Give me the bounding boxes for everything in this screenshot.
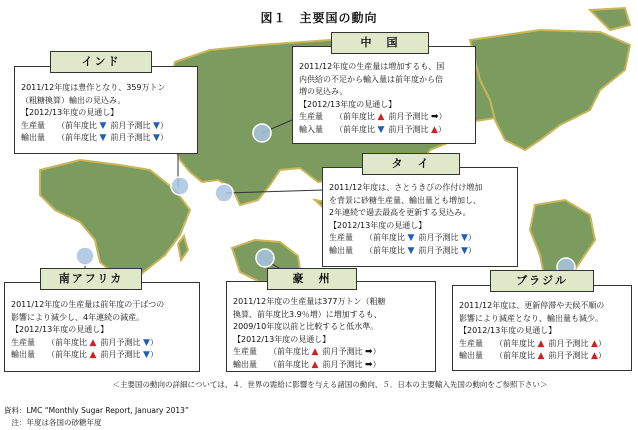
down-arrow-icon: ▼ [407,245,415,256]
source-note: 資料：LMC “Monthly Sugar Report, January 2013” [4,406,189,415]
up-arrow-icon: ▲ [89,337,97,348]
indicator-row [299,124,469,137]
panel-australia [226,281,436,372]
paren-close: ） [467,245,476,255]
desc-china [299,61,469,136]
indicator-label: 生産量 [21,120,45,130]
desc-line: 2011/12年度は、更新停滞や天候不順の [459,301,605,310]
paren-close: ） [597,351,606,360]
land-africa [40,160,190,275]
up-arrow-icon: ▲ [537,338,545,349]
paren-close: ） [467,233,476,242]
up-arrow-icon: ▲ [591,338,598,349]
right-arrow-icon: ➡ [365,359,373,370]
up-arrow-icon: ▲ [537,351,545,361]
land-north-america [470,30,630,150]
mom-label: 前月予測比 [110,120,151,130]
page-title: 図１ 主要国の動向 [260,11,378,25]
indicator-label: 生産量 [233,347,257,356]
tab-china [331,32,429,54]
desc-brazil [459,300,625,363]
desc-line: を背景に砂糖生産量、輸出量とも増加し、 [329,195,481,205]
paren-close: ） [159,133,168,142]
yoy-label: （前年度比 [365,245,405,255]
indicator-label: 生産量 [299,112,323,121]
tab-brazil [490,270,594,292]
mom-label: 前月予測比 [100,337,141,347]
mom-label: 前月予測比 [388,124,429,134]
down-arrow-icon: ▼ [461,233,468,243]
desc-australia [233,296,429,371]
tab-thailand [362,153,460,175]
indicator-label: 輸出量 [459,351,483,360]
land-madagascar [178,236,188,260]
yoy-label: （前年度比 [57,133,97,142]
yoy-label: （前年度比 [495,338,535,348]
down-arrow-icon: ▼ [153,133,160,143]
footer-note: ＜主要国の動向の詳細については、４．世界の需給に影響を与える諸国の動向、５．日本の主要輸入先国の動向をご参照下さい＞ [112,380,548,389]
indicator-row [329,232,511,245]
desc-india [21,82,191,145]
down-arrow-icon: ▼ [143,337,150,348]
mom-label: 前月予測比 [548,351,589,360]
desc-line: 影響により減少し、4年連続の減産。 [11,312,145,322]
panel-india [14,66,198,154]
indicator-label: 輸入量 [299,124,323,134]
outlook-heading: 【2012/13年度の見通し】 [21,108,119,117]
yoy-label: （前年度比 [495,351,535,360]
mom-label: 前月予測比 [322,347,363,356]
outlook-heading: 【2012/13年度の見通し】 [11,325,109,334]
yoy-label: （前年度比 [57,120,97,130]
outlook-heading: 【2012/13年度の見通し】 [233,334,331,344]
marker-china [253,124,271,142]
indicator-row [21,132,191,145]
paren-close: ） [372,359,381,369]
right-arrow-icon: ➡ [365,347,373,357]
paren-close: ） [149,337,158,347]
outlook-heading: 【2012/13年度の見通し】 [329,220,427,230]
desc-line: 2011/12年度の生産量は増加するも、国 [299,62,445,71]
mom-label: 前月予測比 [388,112,429,121]
indicator-label: 生産量 [329,233,353,242]
panel-china [292,46,476,144]
marker-south-africa [76,247,94,265]
paren-close: ） [149,350,158,359]
tab-india [50,51,152,73]
desc-line: 2009/10年度以前と比較すると低水準。 [233,322,379,331]
region-name: 豪 州 [292,272,332,285]
mom-label: 前月予測比 [418,233,459,242]
down-arrow-icon: ▼ [99,133,107,143]
panel-brazil [452,285,632,371]
indicator-row [459,350,625,363]
down-arrow-icon: ▼ [143,350,150,360]
desc-line: 2年連続で過去最高を更新する見込み。 [329,208,471,217]
up-arrow-icon: ▲ [89,350,97,360]
indicator-label: 生産量 [459,338,483,348]
indicator-row [21,120,191,133]
down-arrow-icon: ▼ [461,245,468,256]
mom-label: 前月予測比 [322,359,363,369]
indicator-row [233,346,429,359]
marker-india [171,177,189,195]
desc-line: （粗糖換算）輸出の見込み。 [21,95,126,105]
indicator-row [459,338,625,351]
marker-australia [256,249,274,267]
yoy-label: （前年度比 [269,359,309,369]
paren-close: ） [372,347,381,356]
desc-line: 2011/12年度は豊作となり、359万トン [21,83,166,92]
down-arrow-icon: ▼ [99,120,107,131]
paren-close: ） [159,120,168,130]
yoy-label: （前年度比 [365,233,405,242]
indicator-row [11,349,193,362]
mom-label: 前月予測比 [418,245,459,255]
desc-line: 影響により減産となり、輸出量も減少。 [459,313,603,323]
panel-thailand [322,167,518,267]
yoy-label: （前年度比 [335,124,375,134]
desc-south-africa [11,299,193,362]
mom-label: 前月予測比 [548,338,589,348]
tab-australia [267,268,357,290]
desc-line: 2011/12年度の生産量は前年度の干ばつの [11,300,165,309]
yoy-label: （前年度比 [47,337,87,347]
desc-line: 2011/12年度は、さとうきびの作付け増加 [329,183,483,192]
paren-close: ） [437,124,446,134]
up-arrow-icon: ▲ [591,351,598,361]
desc-line: 2011/12年度の生産量は377万トン（粗糖 [233,297,386,306]
indicator-label: 輸出量 [233,359,257,369]
indicator-row [299,111,469,124]
paren-close: ） [597,338,606,348]
indicator-label: 輸出量 [329,245,353,255]
indicator-label: 輸出量 [21,133,45,142]
desc-line: 内供給の不足から輸入量は前年度から倍 [299,74,443,84]
region-name: インド [81,55,121,68]
indicator-row [11,337,193,350]
down-arrow-icon: ▼ [407,233,415,243]
paren-close: ） [438,112,447,121]
tab-south-africa [40,268,142,290]
indicator-label: 輸出量 [11,350,35,359]
region-name: ブラジル [516,274,568,287]
outlook-heading: 【2012/13年度の見通し】 [299,99,397,109]
right-arrow-icon: ➡ [431,112,439,122]
desc-line: 換算、前年度比3.9％増）に増加するも、 [233,309,382,319]
yoy-label: （前年度比 [269,347,309,356]
up-arrow-icon: ▲ [311,359,319,370]
up-arrow-icon: ▲ [431,124,438,135]
up-arrow-icon: ▲ [311,347,319,357]
indicator-label: 生産量 [11,337,35,347]
marker-thailand [215,184,233,202]
desc-thailand [329,182,511,257]
year-note: 注：年度は各国の砂糖年度 [4,418,102,427]
region-name: タ イ [391,157,431,170]
yoy-label: （前年度比 [47,350,87,359]
mom-label: 前月予測比 [110,133,151,142]
yoy-label: （前年度比 [335,112,375,121]
indicator-row [233,359,429,372]
down-arrow-icon: ▼ [377,124,385,135]
outlook-heading: 【2012/13年度の見通し】 [459,326,557,335]
panel-south-africa [4,282,200,372]
desc-line: 増の見込み。 [299,87,348,96]
up-arrow-icon: ▲ [377,112,385,122]
region-name: 南アフリカ [58,272,124,285]
mom-label: 前月予測比 [100,350,141,359]
down-arrow-icon: ▼ [153,120,160,131]
indicator-row [329,245,511,258]
region-name: 中 国 [360,36,400,49]
